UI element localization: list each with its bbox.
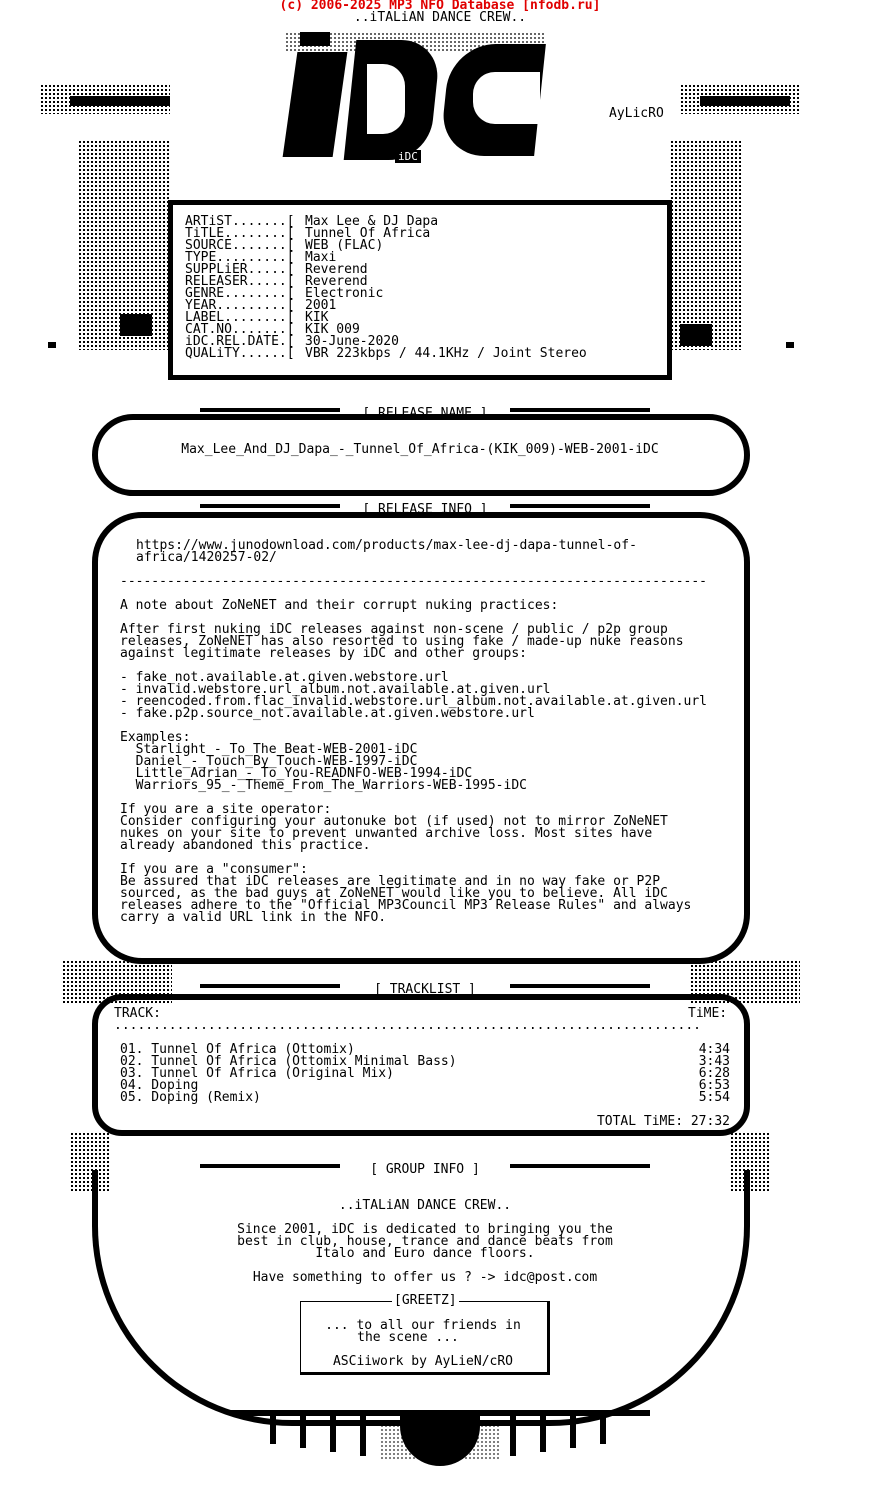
dots-divider: ........................................................................... — [114, 1020, 701, 1032]
nuke-reason: - invalid.webstore.url_album.not.available.at.given.url — [120, 682, 551, 697]
nuke-reason: - reencoded.from.flac_invalid.webstore.url_album.not.available.at.given.url — [120, 694, 707, 709]
track-time: 6:28 — [698, 1066, 730, 1081]
nuke-reason: - fake_not.available.at.given.webstore.url — [120, 670, 449, 685]
note-para-line: releases, ZoNeNET has also resorted to using fake / made-up nuke reasons — [120, 634, 684, 649]
ascii-work-credit: ASCiiwork by AyLieN/cRO — [332, 1354, 513, 1369]
consumer-line: If you are a "consumer": — [120, 862, 308, 877]
track-title: 03. Tunnel Of Africa (Original Mix) — [120, 1066, 394, 1081]
track-row — [120, 1068, 730, 1080]
track-title: 01. Tunnel Of Africa (Ottomix) — [120, 1042, 355, 1057]
crew-title: ..iTALiAN DANCE CREW.. — [353, 10, 527, 25]
operator-line: nukes on your site to prevent unwanted archive loss. Most sites have — [120, 826, 653, 841]
track-title: 02. Tunnel Of Africa (Ottomix Minimal Bass) — [120, 1054, 457, 1069]
greetz-label: [GREETZ] — [394, 1293, 457, 1308]
logo-text: iDC — [395, 150, 421, 163]
consumer-line: sourced, as the bad guys at ZoNeNET would like you to believe. All iDC — [120, 886, 668, 901]
nuke-reason: - fake.p2p.source_not.available.at.given.webstore.url — [120, 706, 535, 721]
greetz-line: ... to all our friends in — [325, 1318, 521, 1333]
total-time: TOTAL TiME: 27:32 — [596, 1114, 730, 1129]
consumer-line: Be assured that iDC releases are legitimate and in no way fake or P2P — [120, 874, 661, 889]
track-row — [120, 1092, 730, 1104]
track-title: 05. Doping (Remix) — [120, 1090, 261, 1105]
group-contact[interactable]: Have something to offer us ? -> idc@post.com — [252, 1270, 598, 1285]
release-name-value: Max_Lee_And_DJ_Dapa_-_Tunnel_Of_Africa-(KIK_009)-WEB-2001-iDC — [181, 442, 659, 457]
ascii-credit: AyLicRO — [609, 106, 664, 121]
operator-line: Consider configuring your autonuke bot (if used) not to mirror ZoNeNET — [120, 814, 668, 829]
consumer-line: carry a valid URL link in the NFO. — [120, 910, 387, 925]
group-desc-line: best in club, house, trance and dance beats from — [237, 1234, 613, 1249]
track-time: 6:53 — [698, 1078, 730, 1093]
group-info-heading: [ GROUP INFO ] — [370, 1162, 480, 1177]
release-info-heading: [ RELEASE INFO ] — [362, 502, 488, 517]
separator-line: --------------------------------------------------------------------------- — [120, 576, 707, 588]
release-url-2[interactable]: africa/1420257-02/ — [136, 550, 277, 565]
tracklist-heading: [ TRACKLIST ] — [374, 982, 476, 997]
col-time-header: TiME: — [688, 1006, 728, 1021]
example-item: Starlight_-_To_The_Beat-WEB-2001-iDC — [120, 742, 418, 757]
copyright-banner: (c) 2006-2025 MP3 NFO Database [nfodb.ru] — [279, 0, 601, 13]
group-desc-line: Italo and Euro dance floors. — [315, 1246, 535, 1261]
example-item: Warriors_95_-_Theme_From_The_Warriors-WEB-1995-iDC — [120, 778, 527, 793]
group-crew: ..iTALiAN DANCE CREW.. — [338, 1198, 512, 1213]
operator-line: If you are a site operator: — [120, 802, 332, 817]
release-name-heading: [ RELEASE NAME ] — [362, 406, 488, 421]
note-title: A note about ZoNeNET and their corrupt nuking practices: — [120, 598, 559, 613]
track-time: 4:34 — [698, 1042, 730, 1057]
track-time: 5:54 — [698, 1090, 730, 1105]
track-time: 3:43 — [698, 1054, 730, 1069]
release-url-1[interactable]: https://www.junodownload.com/products/max-lee-dj-dapa-tunnel-of- — [136, 538, 637, 553]
bottom-ornament — [230, 1400, 650, 1468]
note-para-line: After first nuking iDC releases against non-scene / public / p2p group — [120, 622, 668, 637]
group-desc-line: Since 2001, iDC is dedicated to bringing you the — [237, 1222, 613, 1237]
idc-logo — [285, 32, 545, 170]
greetz-line: the scene ... — [357, 1330, 459, 1345]
example-item: Daniel_-_Touch_By_Touch-WEB-1997-iDC — [120, 754, 418, 769]
example-item: Little_Adrian_-_To_You-READNFO-WEB-1994-iDC — [120, 766, 473, 781]
track-title: 04. Doping — [120, 1078, 199, 1093]
col-track-header: TRACK: — [114, 1006, 161, 1021]
operator-line: already abandoned this practice. — [120, 838, 371, 853]
examples-title: Examples: — [120, 730, 191, 745]
note-para-line: against legitimate releases by iDC and other groups: — [120, 646, 527, 661]
consumer-line: releases adhere to the "Official MP3Council MP3 Release Rules" and always — [120, 898, 692, 913]
